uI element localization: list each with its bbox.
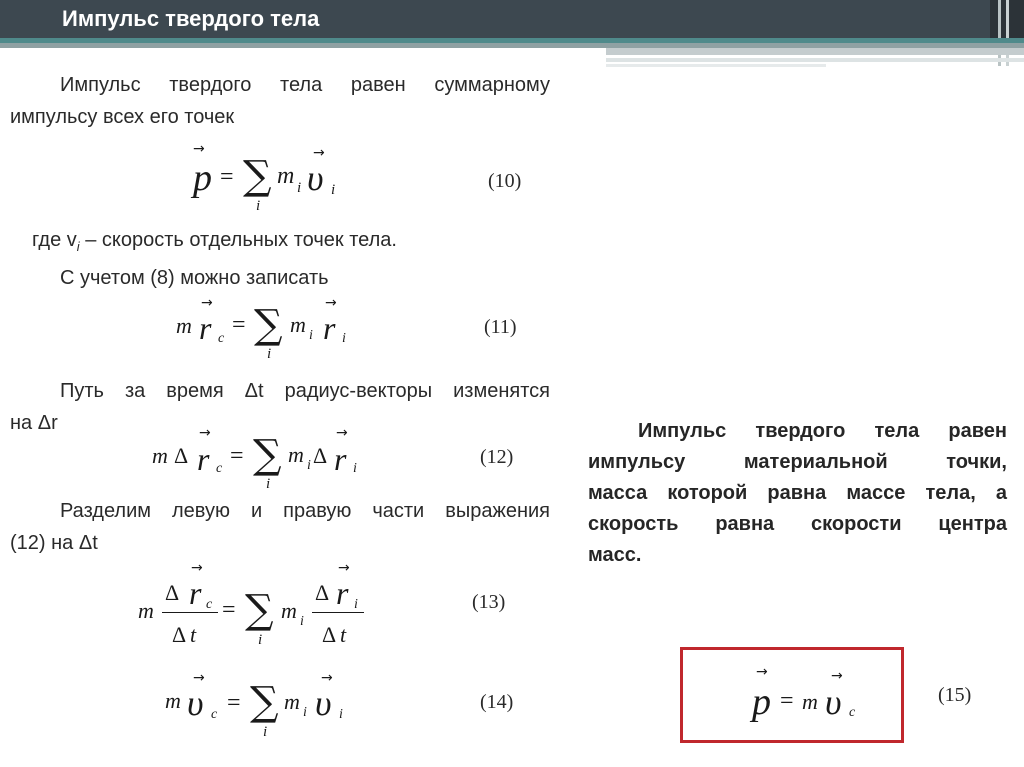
eq10-sum-sign: ∑ [243, 153, 272, 199]
eq10-v-sub: i [331, 182, 336, 198]
eq11-m2: m [290, 312, 306, 337]
conclusion-text [588, 416, 1007, 571]
eq13-m2: m [281, 598, 297, 623]
eq15-equals: = [780, 688, 794, 714]
header-stripe-gray-3 [606, 58, 1024, 62]
eq12-sum-index: i [266, 476, 271, 492]
eq13-m2-sub: i [300, 614, 304, 629]
eq13-rnum-delta: Δ [315, 580, 330, 605]
slide-title: Импульс твердого тела [62, 6, 320, 31]
eq13-rnum-r: r [336, 575, 349, 611]
paragraph-4-line-2: (12) на Δt [10, 532, 98, 554]
eq12-r: r [197, 441, 210, 477]
vector-arrow: → [325, 295, 337, 311]
paragraph-2: С учетом (8) можно записать [60, 267, 329, 289]
definition-sub: i [76, 239, 80, 254]
eq14-m2: m [284, 689, 300, 714]
eq11-r: r [199, 310, 212, 346]
eq15-v-sub: c [849, 705, 856, 720]
eq13-num-r-sub: c [206, 597, 213, 612]
eq13-sum-sign: ∑ [245, 587, 274, 633]
eq15-p: p [752, 681, 771, 723]
header-stripe-light-1 [998, 0, 1001, 66]
eq13-m: m [138, 598, 154, 623]
eq11-sum-sign: ∑ [254, 302, 283, 348]
vector-arrow: → [191, 560, 203, 576]
eq12-delta: Δ [174, 443, 189, 468]
header-stripe-gray-4 [606, 64, 826, 67]
conclusion-line-3: масса которой равна массе тела, а [588, 482, 1007, 504]
equation-14-label: (14) [480, 691, 514, 713]
eq13-rden-delta: Δ [322, 622, 337, 647]
vector-arrow: → [201, 295, 213, 311]
eq14-v2: υ [315, 683, 332, 723]
vector-arrow: → [313, 145, 325, 161]
vector-arrow: → [831, 668, 843, 684]
eq13-rden-t: t [340, 622, 347, 647]
eq14-v2-sub: i [339, 707, 343, 722]
eq13-num-delta: Δ [165, 580, 180, 605]
eq12-m2-sub: i [307, 458, 311, 473]
eq10-m-sub: i [297, 180, 302, 196]
eq15-v: υ [825, 682, 842, 722]
conclusion-line-4: скорость равна скорости центра [588, 513, 1007, 535]
eq12-m: m [152, 443, 168, 468]
eq13-rnum-r-sub: i [354, 597, 358, 612]
eq13-fraction-line-left [162, 612, 218, 613]
eq12-r2-sub: i [353, 461, 357, 476]
eq12-r-sub: c [216, 461, 223, 476]
eq13-den-delta: Δ [172, 622, 187, 647]
eq13-num-r: r [189, 575, 202, 611]
eq13-den-t: t [190, 622, 197, 647]
header-stripe-light-2 [1006, 0, 1009, 66]
eq14-m: m [165, 688, 181, 713]
eq15-m: m [802, 689, 818, 714]
conclusion-line-2: импульсу материальной точки, [588, 451, 1007, 473]
paragraph-4-line-1: Разделим левую и правую части выражения [60, 500, 550, 522]
eq14-sum-index: i [263, 724, 268, 740]
paragraph-1-line-2: импульсу всех его точек [10, 106, 235, 128]
eq10-sum-index: i [256, 198, 261, 214]
eq14-v-sub: c [211, 707, 218, 722]
equation-12-label: (12) [480, 446, 514, 468]
eq11-sum-index: i [267, 346, 272, 362]
eq11-m2-sub: i [309, 328, 313, 343]
eq11-r2: r [323, 310, 336, 346]
eq14-m2-sub: i [303, 705, 307, 720]
eq10-equals: = [220, 164, 234, 190]
eq13-fraction-line-right [312, 612, 364, 613]
eq14-equals: = [227, 690, 241, 716]
eq12-delta2: Δ [313, 443, 328, 468]
equation-15-label: (15) [938, 684, 972, 706]
definition-suffix: – скорость отдельных точек тела. [79, 229, 397, 251]
definition-line [32, 226, 397, 261]
conclusion-line-1: Импульс твердого тела равен [638, 420, 1007, 442]
vector-arrow: → [756, 664, 768, 680]
equation-13-label: (13) [472, 591, 506, 613]
definition-prefix: где v [32, 229, 77, 251]
vector-arrow: → [199, 425, 211, 441]
eq11-r-sub: c [218, 331, 225, 346]
paragraph-3-line-1: Путь за время Δt радиус-векторы изменятся [60, 380, 550, 402]
equation-11-label: (11) [484, 316, 517, 338]
eq13-sum-index: i [258, 632, 263, 648]
eq12-equals: = [230, 443, 244, 469]
paragraph-3-line-2: на Δr [10, 412, 58, 434]
vector-arrow: → [336, 425, 348, 441]
vector-arrow: → [338, 560, 350, 576]
header-stripe-gray-2 [606, 48, 1024, 55]
eq14-v: υ [187, 683, 204, 723]
vector-arrow: → [193, 670, 205, 686]
eq10-p: p [193, 157, 212, 199]
eq14-sum-sign: ∑ [250, 679, 279, 725]
eq11-equals: = [232, 312, 246, 338]
eq11-r2-sub: i [342, 331, 346, 346]
vector-arrow: → [321, 670, 333, 686]
eq11-m: m [176, 313, 192, 338]
eq12-sum-sign: ∑ [253, 432, 282, 478]
eq12-m2: m [288, 442, 304, 467]
equation-10-label: (10) [488, 170, 522, 192]
eq10-m: m [277, 163, 295, 189]
vector-arrow: → [193, 141, 205, 157]
paragraph-1-line-1: Импульс твердого тела равен суммарному [60, 74, 550, 96]
eq12-r2: r [334, 441, 347, 477]
eq13-equals: = [222, 597, 236, 623]
eq10-v: υ [307, 158, 324, 198]
conclusion-line-5: масс. [588, 544, 642, 566]
